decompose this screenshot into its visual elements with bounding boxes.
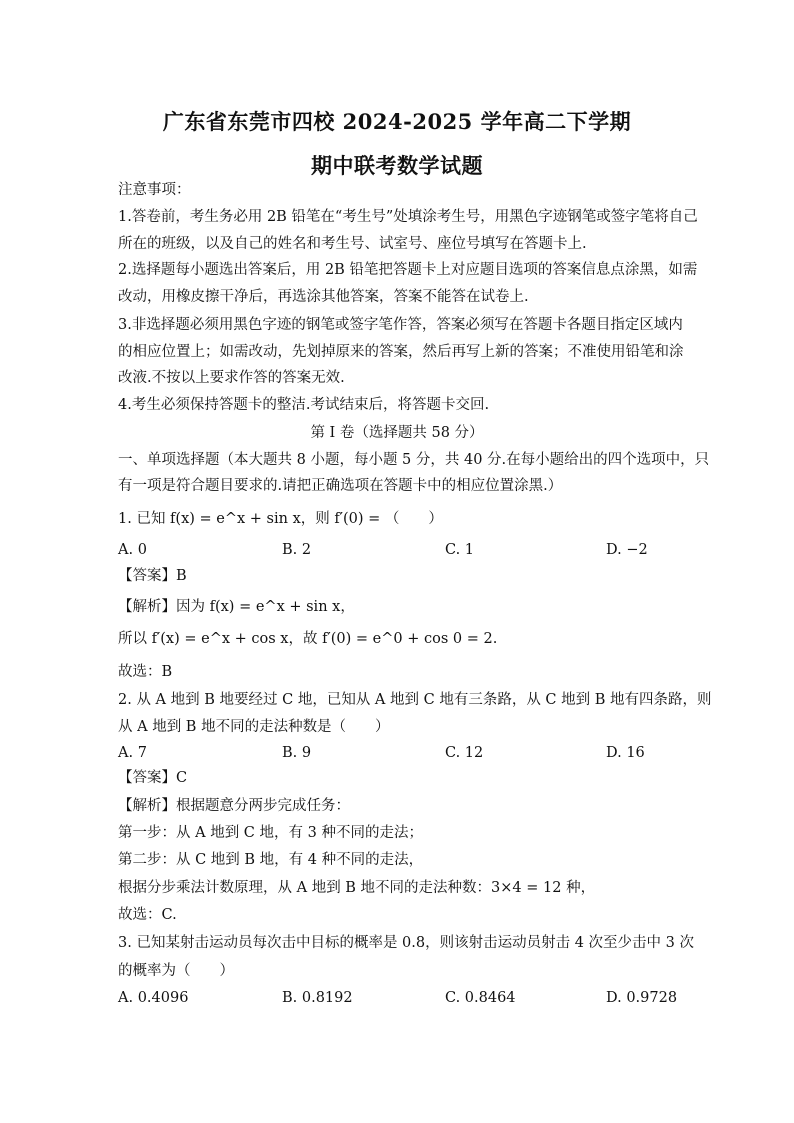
option-b: B. 0.8192 (282, 990, 353, 1006)
question-1-analysis: 【解析】因为 f(x) = e^x + sin x， (118, 599, 355, 615)
notice-line: 改动，用橡皮擦干净后，再选涂其他答案，答案不能答在试卷上. (118, 289, 529, 305)
notice-heading: 注意事项： (118, 182, 191, 198)
section-heading: 第 I 卷（选择题共 58 分） (310, 425, 484, 441)
notice-line: 3.非选择题必须用黑色字迹的钢笔或签字笔作答，答案必须写在答题卡各题目指定区域内 (118, 317, 683, 333)
question-2-answer: 【答案】C (118, 770, 188, 786)
option-a: A. 0 (118, 542, 147, 558)
document-title: 广东省东莞市四校 2024-2025 学年高二下学期 (162, 109, 632, 134)
question-2-analysis: 第二步：从 C 地到 B 地，有 4 种不同的走法， (118, 852, 424, 868)
question-1-analysis: 所以 f′(x) = e^x + cos x，故 f′(0) = e^0 + cos 0 = 2. (118, 631, 498, 647)
question-3-stem: 的概率为（ ） (118, 963, 234, 979)
question-2-analysis: 第一步：从 A 地到 C 地，有 3 种不同的走法； (118, 825, 423, 841)
option-b: B. 2 (282, 542, 312, 558)
option-b: B. 9 (282, 745, 312, 761)
question-1-answer: 【答案】B (118, 568, 187, 584)
question-3-stem: 3. 已知某射击运动员每次击中目标的概率是 0.8，则该射击运动员射击 4 次至少击中 3 次 (118, 935, 694, 951)
option-c: C. 0.8464 (445, 990, 516, 1006)
notice-line: 2.选择题每小题选出答案后，用 2B 铅笔把答题卡上对应题目选项的答案信息点涂黑，如需 (118, 262, 698, 278)
question-2-choice: 故选：C. (118, 907, 177, 923)
question-2-stem: 从 A 地到 B 地不同的走法种数是（ ） (118, 719, 390, 735)
question-2-analysis: 【解析】根据题意分两步完成任务： (118, 798, 350, 814)
option-a: A. 0.4096 (118, 990, 189, 1006)
option-d: D. −2 (606, 542, 648, 558)
option-d: D. 0.9728 (606, 990, 678, 1006)
option-c: C. 1 (445, 542, 475, 558)
option-d: D. 16 (606, 745, 645, 761)
notice-line: 4.考生必须保持答题卡的整洁.考试结束后，将答题卡交回. (118, 397, 490, 413)
notice-line: 所在的班级，以及自己的姓名和考生号、试室号、座位号填写在答题卡上. (118, 236, 587, 252)
notice-line: 1.答卷前，考生务必用 2B 铅笔在“考生号”处填涂考生号，用黑色字迹钢笔或签字笔将自己 (118, 209, 698, 225)
notice-line: 的相应位置上；如需改动，先划掉原来的答案，然后再写上新的答案；不准使用铅笔和涂 (118, 344, 684, 360)
section-intro: 一、单项选择题（本大题共 8 小题，每小题 5 分，共 40 分.在每小题给出的四个选项中，只 (118, 452, 710, 468)
option-a: A. 7 (118, 745, 147, 761)
question-2-stem: 2. 从 A 地到 B 地要经过 C 地，已知从 A 地到 C 地有三条路，从 C 地到 B 地有四条路，则 (118, 692, 712, 708)
section-intro: 有一项是符合题目要求的.请把正确选项在答题卡中的相应位置涂黑.） (118, 478, 563, 494)
option-c: C. 12 (445, 745, 484, 761)
question-1-choice: 故选：B (118, 664, 173, 680)
question-1-stem: 1. 已知 f(x) = e^x + sin x，则 f′(0) = （ ） (118, 511, 443, 527)
document-subtitle: 期中联考数学试题 (311, 153, 483, 178)
notice-line: 改液.不按以上要求作答的答案无效. (118, 370, 345, 386)
question-2-analysis: 根据分步乘法计数原理，从 A 地到 B 地不同的走法种数：3×4 = 12 种， (118, 880, 596, 896)
